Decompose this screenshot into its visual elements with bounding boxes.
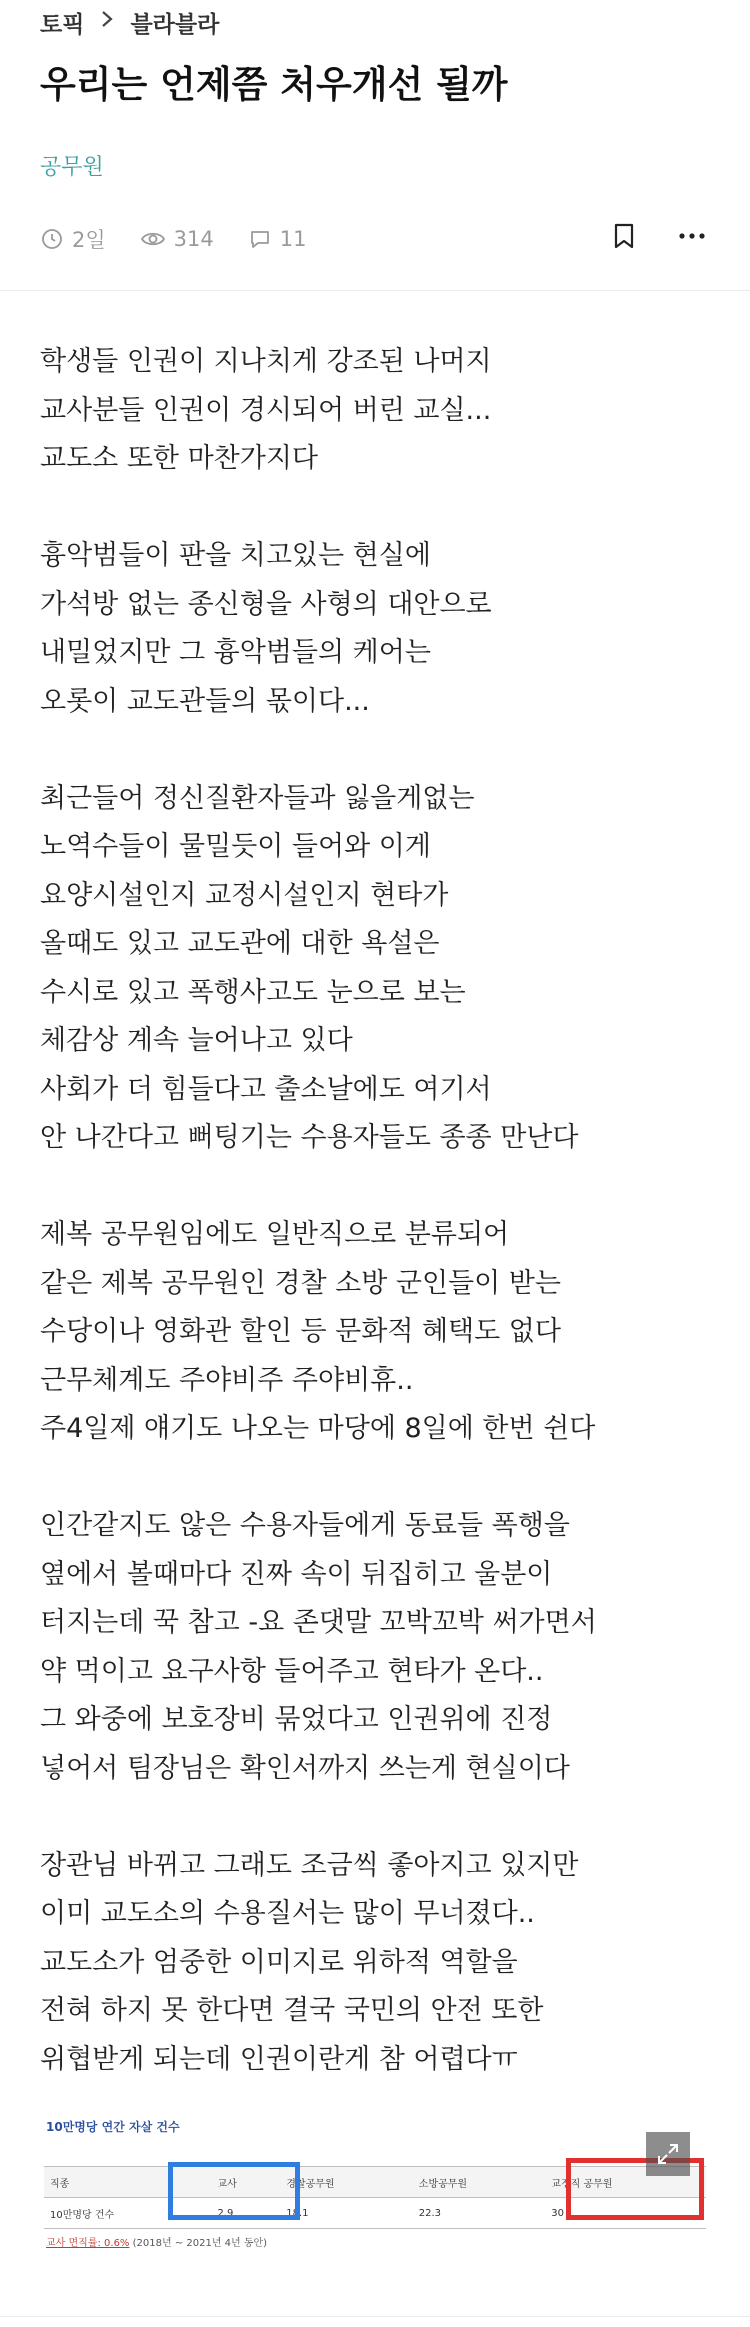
more-icon — [679, 232, 705, 240]
post-body-line: 인간같지도 않은 수용자들에게 동료들 폭행을 — [40, 1510, 570, 1541]
post-category-link[interactable]: 공무원 — [40, 155, 104, 180]
post-body-line: 노역수들이 물밀듯이 들어와 이게 — [40, 831, 431, 862]
image-table-cell: 18.1 — [280, 2198, 413, 2229]
post-body-line: 내밀었지만 그 흉악범들의 케어는 — [40, 637, 431, 668]
breadcrumb-channel-link[interactable]: 블라블라 — [130, 11, 220, 38]
post-paragraph — [40, 532, 720, 726]
eye-icon — [140, 227, 166, 251]
image-table-header: 직종 — [44, 2167, 211, 2198]
post-body-line: 약 먹이고 요구사항 들어주고 현타가 온다.. — [40, 1655, 544, 1687]
post-body-line: 근무체계도 주야비주 주야비휴.. — [40, 1364, 414, 1396]
image-table-cell: 22.3 — [413, 2198, 546, 2229]
breadcrumb — [40, 4, 219, 40]
post-body-line: 넣어서 팀장님은 확인서까지 쓰는게 현실이다 — [40, 1752, 570, 1784]
post-body-line: 요양시설인지 교정시설인지 현타가 — [40, 879, 449, 911]
post-body-line: 오롯이 교도관들의 몫이다... — [40, 685, 370, 717]
image-table-cell: 10만명당 건수 — [44, 2198, 211, 2229]
bookmark-icon — [613, 223, 635, 249]
more-button[interactable] — [674, 218, 710, 254]
image-table-header: 교사 — [211, 2167, 280, 2198]
image-table-cell: 30 — [545, 2198, 706, 2229]
post-paragraph — [40, 775, 720, 1163]
post-body-line: 교도소 또한 마찬가지다 — [40, 443, 318, 474]
post-views-count: 314 — [173, 227, 214, 251]
comment-icon — [248, 227, 272, 251]
post-paragraph — [40, 1211, 720, 1454]
post-body-line: 수시로 있고 폭행사고도 눈으로 보는 — [40, 976, 466, 1008]
post-body-line: 흉악범들이 판을 치고있는 현실에 — [40, 540, 431, 571]
image-table-header: 경찰공무원 — [280, 2167, 413, 2198]
breadcrumb-topic-link[interactable]: 토픽 — [40, 11, 85, 38]
post-body-line: 학생들 인권이 지나치게 강조된 나머지 — [40, 346, 492, 377]
post-body — [40, 338, 720, 2133]
post-views — [140, 227, 214, 251]
chevron-right-icon — [100, 9, 114, 35]
post-body-line: 이미 교도소의 수용질서는 많이 무너졌다.. — [40, 1898, 535, 1929]
post-body-line: 안 나간다고 뻐팅기는 수용자들도 종종 만난다 — [40, 1122, 579, 1153]
image-table-header: 소방공무원 — [413, 2167, 546, 2198]
post-body-line: 그 와중에 보호장비 묶었다고 인권위에 진정 — [40, 1704, 553, 1735]
post-title: 우리는 언제쯤 처우개선 될까 — [40, 63, 508, 106]
post-body-line: 수당이나 영화관 할인 등 문화적 혜택도 없다 — [40, 1316, 561, 1347]
post-body-line: 옆에서 볼때마다 진짜 속이 뒤집히고 울분이 — [40, 1558, 553, 1590]
post-body-line: 가석방 없는 종신형을 사형의 대안으로 — [40, 588, 492, 620]
post-body-line: 최근들어 정신질환자들과 잃을게없는 — [40, 782, 475, 814]
post-comments-count: 11 — [279, 227, 307, 251]
post-time-text: 2일 — [72, 228, 106, 252]
image-note-period: (2018년 ~ 2021년 4년 동안) — [132, 2238, 268, 2249]
post-body-line: 사회가 더 힘들다고 출소날에도 여기서 — [40, 1073, 492, 1105]
post-actions — [574, 218, 710, 254]
post-comments[interactable] — [248, 227, 307, 251]
bookmark-button[interactable] — [606, 218, 642, 254]
post-body-line: 같은 제복 공무원인 경찰 소방 군인들이 받는 — [40, 1267, 561, 1299]
expand-image-button[interactable] — [646, 2132, 690, 2176]
image-table-header: 교정직 공무원 — [545, 2167, 706, 2198]
post-body-line: 위협받게 되는데 인권이란게 참 어렵다ㅠ — [40, 2043, 518, 2075]
post-body-line: 교사분들 인권이 경시되어 버린 교실... — [40, 394, 492, 426]
post-body-line: 전혀 하지 못 한다면 결국 국민의 안전 또한 — [40, 1995, 544, 2026]
expand-icon — [655, 2141, 681, 2167]
post-body-line: 올때도 있고 교도관에 대한 욕설은 — [40, 928, 440, 959]
post-paragraph — [40, 1842, 720, 2085]
image-note — [46, 2234, 267, 2249]
post-body-line: 터지는데 꾹 참고 -요 존댓말 꼬박꼬박 써가면서 — [40, 1607, 597, 1638]
post-paragraph — [40, 1502, 720, 1793]
header-divider — [0, 290, 750, 291]
post-body-line: 교도소가 엄중한 이미지로 위하적 역할을 — [40, 1946, 518, 1978]
image-table-cell: 2.9 — [211, 2198, 280, 2229]
bottom-divider — [0, 2316, 750, 2317]
post-body-line: 제복 공무원임에도 일반직으로 분류되어 — [40, 1219, 510, 1250]
post-body-line: 장관님 바뀌고 그래도 조금씩 좋아지고 있지만 — [40, 1849, 579, 1881]
clock-icon — [40, 227, 64, 251]
post-time — [40, 224, 106, 254]
post-body-line: 주4일제 얘기도 나오는 마당에 8일에 한번 쉰다 — [40, 1413, 596, 1444]
post-body-line: 체감상 계속 늘어나고 있다 — [40, 1025, 353, 1056]
blue-highlight-box — [168, 2162, 300, 2220]
image-table-title: 10만명당 연간 자살 건수 — [46, 2120, 180, 2134]
post-meta — [40, 224, 340, 254]
post-paragraph — [40, 338, 720, 484]
attached-image[interactable] — [40, 2110, 710, 2260]
image-note-highlight: 교사 면직률: 0.6% — [46, 2238, 130, 2249]
